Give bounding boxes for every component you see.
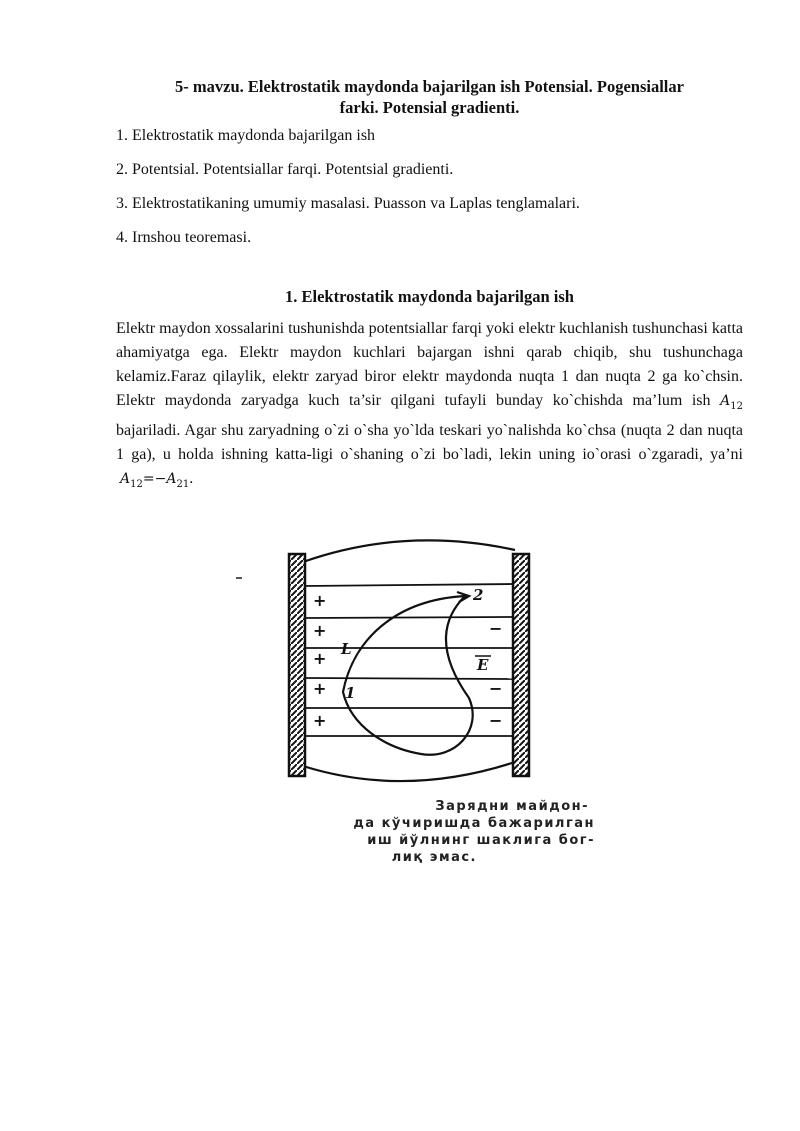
topic-item: 1. Elektrostatik maydonda bajarilgan ish: [116, 127, 376, 144]
negative-plate: [513, 554, 529, 776]
field-e-label: E: [477, 656, 489, 674]
work-symbol-a12: [720, 393, 744, 412]
document-page: [116, 76, 743, 497]
topic-item: 2. Potentsial. Potentsiallar farqi. Potentsial gradienti.: [116, 161, 454, 178]
caption-line: лиқ эмас.: [391, 850, 477, 865]
math-a: A: [166, 470, 177, 487]
outer-field-line-top: [303, 540, 515, 562]
path-l-label: L: [341, 640, 352, 658]
field-line: [305, 617, 513, 618]
field-figure: [225, 530, 595, 870]
title-line-1: 5- mavzu. Elektrostatik maydonda bajarilgan ish Potensial. Pogensiallar: [175, 77, 684, 96]
topic-item: 3. Elektrostatikaning umumiy masalasi. Puasson va Laplas tenglamalari.: [116, 195, 580, 212]
caption-line: иш йўлнинг шаклига бог-: [367, 833, 595, 848]
plus-sign: +: [313, 621, 327, 640]
section-paragraph: [116, 317, 743, 497]
caption-line: да кўчиришда бажарилган: [353, 816, 595, 831]
minus-sign: −: [489, 711, 503, 730]
section-heading: 1. Elektrostatik maydonda bajarilgan ish: [285, 287, 574, 306]
capacitor-diagram: [225, 530, 595, 800]
point-2-label: 2: [473, 586, 484, 604]
paragraph-text-1: Elektr maydon xossalarini tushunishda potentsiallar farqi yoki elektr kuchlanish tushunchasi katta ahamiyatga ega. Elektr maydon kuchlari bajargan ishni qarab chiqib, shu tushunchaga kelamiz.Faraz qilaylik, elektr zaryad biror elektr maydonda nuqta 1 dan nuqta 2 ga ko`chsin. Elektr maydonda zaryadga kuch ta’sir qilgani tufayli bunday ko`chishda ma’lum ish: [116, 320, 743, 409]
paragraph-text-2: bajariladi. Agar shu zaryadning o`zi o`sha yo`lda teskari yo`nalishda ko`chsa (nuqta 2 dan nuqta 1 ga), u holda ishning katta-ligi o`shaning o`zi bo`ladi, lekin uning io`orasi o`zgaradi, ya’ni: [116, 421, 743, 463]
plus-signs: [313, 591, 326, 730]
page-title: [116, 76, 743, 118]
math-a: A: [720, 393, 731, 409]
math-sub: 12: [130, 478, 143, 490]
math-operator: =−: [142, 470, 167, 487]
plus-sign: +: [313, 591, 327, 610]
caption-line: Зарядни майдон-: [435, 799, 589, 814]
math-sub: 12: [730, 400, 744, 412]
topic-item: 4. Irnshou teoremasi.: [116, 229, 252, 246]
work-equation: [120, 470, 190, 490]
minus-sign: −: [489, 679, 503, 698]
plus-sign: +: [313, 711, 327, 730]
title-line-2: farki. Potensial gradienti.: [339, 98, 520, 117]
minus-signs: [489, 619, 502, 730]
charge-path-loop: [343, 596, 473, 755]
outer-field-line-bottom: [303, 762, 515, 781]
figure-caption: [225, 798, 595, 866]
paragraph-end: .: [189, 469, 194, 487]
math-a: A: [120, 470, 131, 487]
field-line: [305, 678, 513, 679]
topic-list: [116, 126, 743, 248]
minus-sign: −: [489, 619, 503, 638]
positive-plate: [289, 554, 305, 776]
math-sub: 21: [176, 478, 190, 490]
plus-sign: +: [313, 649, 327, 668]
point-1-label: 1: [345, 684, 356, 702]
diagram-labels: [340, 586, 489, 702]
plus-sign: +: [313, 679, 327, 698]
